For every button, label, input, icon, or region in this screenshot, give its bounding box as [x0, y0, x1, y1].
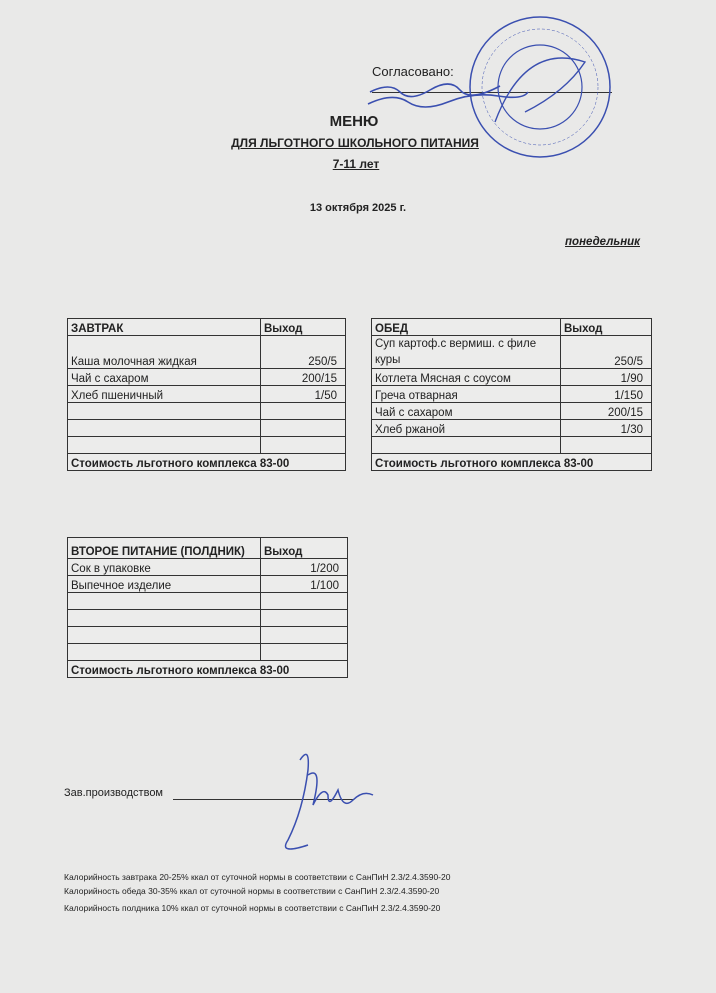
out-header: Выход	[261, 319, 346, 336]
out-header: Выход	[261, 538, 348, 559]
portion: 1/90	[561, 369, 652, 386]
dish: Чай с сахаром	[372, 403, 561, 420]
snack-header: ВТОРОЕ ПИТАНИЕ (ПОЛДНИК)	[68, 538, 261, 559]
dish: Котлета Мясная с соусом	[372, 369, 561, 386]
portion: 200/15	[561, 403, 652, 420]
lunch-cost: Стоимость льготного комплекса 83-00	[372, 454, 652, 471]
weekday: понедельник	[565, 236, 640, 248]
portion: 250/5	[561, 336, 652, 369]
dish: Хлеб ржаной	[372, 420, 561, 437]
dish: Сок в упаковке	[68, 559, 261, 576]
calorie-note-lunch: Калорийность обеда 30-35% ккал от суточной нормы в соответствии с СанПиН 2.3/2.4.3590-20	[64, 886, 440, 896]
breakfast-cost: Стоимость льготного комплекса 83-00	[68, 454, 346, 471]
production-manager-label: Зав.производством	[64, 787, 163, 799]
page-title: МЕНЮ	[329, 113, 379, 130]
snack-table	[67, 537, 348, 678]
calorie-note-breakfast: Калорийность завтрака 20-25% ккал от суточной нормы в соответствии с СанПиН 2.3/2.4.3590-20	[64, 872, 451, 882]
age-group: 7-11 лет	[332, 157, 380, 171]
menu-date: 13 октября 2025 г.	[309, 202, 407, 214]
portion: 1/200	[261, 559, 348, 576]
dish: Хлеб пшеничный	[68, 386, 261, 403]
portion: 1/150	[561, 386, 652, 403]
breakfast-table	[67, 318, 346, 471]
portion: 1/100	[261, 576, 348, 593]
dish: Выпечное изделие	[68, 576, 261, 593]
production-signature	[260, 745, 380, 850]
dish: Каша молочная жидкая	[68, 336, 261, 369]
out-header: Выход	[561, 319, 652, 336]
portion: 1/30	[561, 420, 652, 437]
lunch-table	[371, 318, 652, 471]
dish: Греча отварная	[372, 386, 561, 403]
portion: 1/50	[261, 386, 346, 403]
dish: Чай с сахаром	[68, 369, 261, 386]
portion: 200/15	[261, 369, 346, 386]
page-subtitle: ДЛЯ ЛЬГОТНОГО ШКОЛЬНОГО ПИТАНИЯ	[231, 136, 479, 150]
portion: 250/5	[261, 336, 346, 369]
breakfast-header: ЗАВТРАК	[68, 319, 261, 336]
dish: Суп картоф.с вермиш. с филе куры	[372, 336, 561, 369]
snack-cost: Стоимость льготного комплекса 83-00	[68, 661, 348, 678]
calorie-note-snack: Калорийность полдника 10% ккал от суточной нормы в соответствии с СанПиН 2.3/2.4.3590-20	[64, 903, 441, 913]
lunch-header: ОБЕД	[372, 319, 561, 336]
agreed-label: Согласовано:	[372, 64, 454, 79]
